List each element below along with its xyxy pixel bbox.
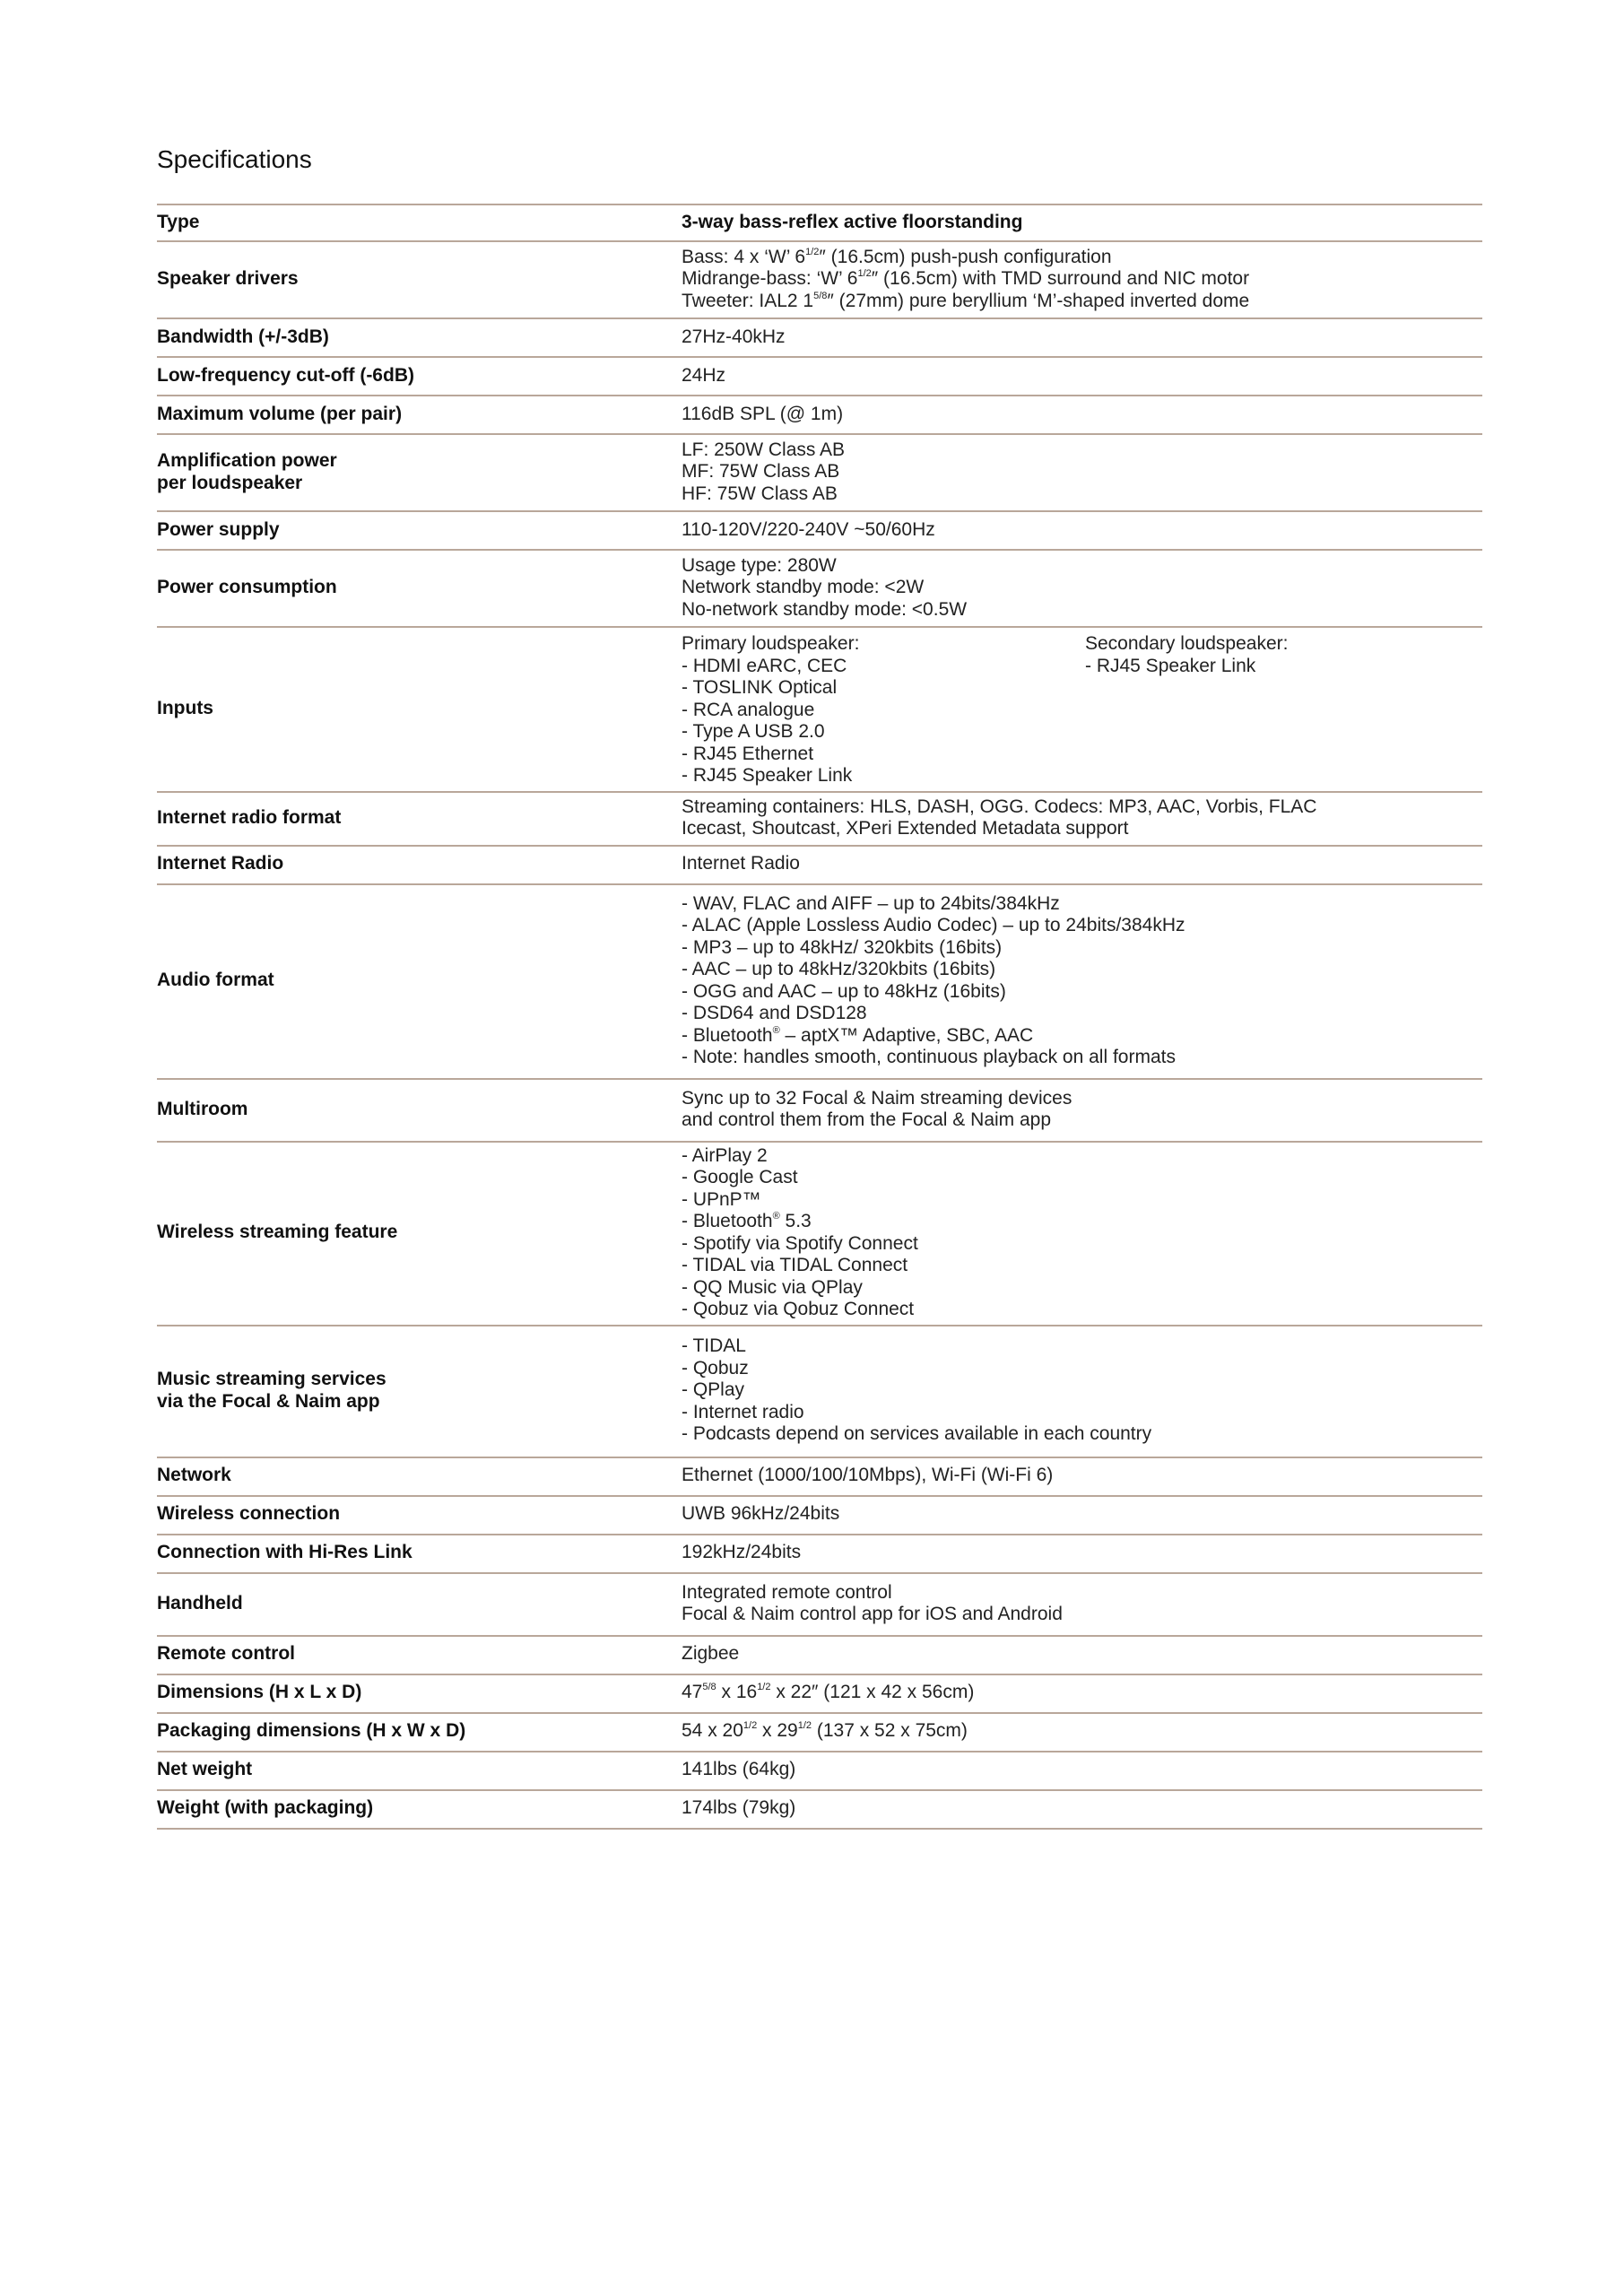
spec-label-line: Weight (with packaging) [157, 1797, 374, 1819]
spec-value [682, 1079, 1482, 1142]
spec-value-line: UWB 96kHz/24bits [682, 1503, 840, 1525]
spec-value-line: 54 x $20^{1/2}$ x $29^{1/2}$ (137 x 52 x 75cm) [682, 1720, 968, 1742]
spec-label-line: Internet radio format [157, 806, 342, 828]
spec-label-line: Amplification power [157, 450, 337, 471]
spec-value-line: 141lbs (64kg) [682, 1759, 796, 1780]
spec-row [157, 792, 1482, 846]
spec-value [682, 1713, 1482, 1752]
spec-value [682, 511, 1482, 550]
spec-value-line: Sync up to 32 Focal & Naim streaming devices [682, 1087, 1073, 1109]
spec-value [682, 318, 1482, 357]
spec-row [157, 1713, 1482, 1752]
spec-value [682, 1326, 1482, 1457]
spec-value [682, 846, 1482, 884]
spec-label [157, 627, 682, 792]
spec-value-line: - Internet radio [682, 1401, 804, 1422]
spec-label [157, 396, 682, 434]
spec-label-line: Network [157, 1465, 231, 1486]
spec-value [682, 357, 1482, 396]
spec-value-line: 116dB SPL (@ 1m) [682, 403, 844, 424]
spec-label [157, 1573, 682, 1636]
spec-label [157, 1752, 682, 1790]
spec-label-line: Multiroom [157, 1098, 248, 1119]
spec-label-line: via the Focal & Naim app [157, 1390, 380, 1412]
spec-value-line: - UPnP™ [682, 1188, 761, 1210]
spec-value-line: - WAV, FLAC and AIFF – up to 24bits/384kHz [682, 892, 1060, 914]
spec-row [157, 1573, 1482, 1636]
spec-label [157, 1713, 682, 1752]
spec-value-line: Network standby mode: <2W [682, 577, 925, 598]
spec-value-line: - Type A USB 2.0 [682, 721, 825, 742]
spec-row [157, 1079, 1482, 1142]
spec-value [682, 204, 1482, 241]
spec-row [157, 1752, 1482, 1790]
spec-value-line: - RJ45 Ethernet [682, 743, 814, 764]
spec-value-line: - OGG and AAC – up to 48kHz (16bits) [682, 980, 1006, 1002]
spec-value-line: - Qobuz via Qobuz Connect [682, 1299, 915, 1319]
spec-value [682, 1674, 1482, 1713]
spec-label-line: Net weight [157, 1759, 253, 1780]
spec-label [157, 357, 682, 396]
spec-row [157, 884, 1482, 1079]
spec-value-line: Icecast, Shoutcast, XPeri Extended Metadata support [682, 818, 1129, 839]
spec-row [157, 1790, 1482, 1829]
spec-label-line: Handheld [157, 1592, 243, 1613]
spec-value-line: - AAC – up to 48kHz/320kbits (16bits) [682, 959, 996, 979]
spec-label-line: Power supply [157, 518, 280, 540]
spec-value-line: - TIDAL via TIDAL Connect [682, 1255, 908, 1275]
spec-label-line: Speaker drivers [157, 268, 299, 290]
spec-value [682, 241, 1482, 318]
spec-value-line: - MP3 – up to 48kHz/ 320kbits (16bits) [682, 936, 1003, 958]
spec-row [157, 396, 1482, 434]
spec-label [157, 550, 682, 627]
spec-value-line: - Note: handles smooth, continuous playback on all formats [682, 1047, 1176, 1067]
spec-label-line: Power consumption [157, 577, 337, 598]
spec-value-line: - RJ45 Speaker Link [682, 765, 853, 786]
spec-value-line: 174lbs (79kg) [682, 1797, 796, 1819]
spec-label-line: Bandwidth (+/-3dB) [157, 326, 329, 347]
spec-value-line: - Bluetooth® 5.3 [682, 1211, 812, 1231]
spec-value [682, 1496, 1482, 1535]
spec-value-line: LF: 250W Class AB [682, 439, 846, 460]
spec-label [157, 1790, 682, 1829]
spec-label [157, 318, 682, 357]
spec-value-line: HF: 75W Class AB [682, 483, 838, 504]
spec-value-line: - QPlay [682, 1379, 745, 1401]
spec-value-line: Tweeter: IAL2 $1^{5/8}''$ (27mm) pure beryllium ‘M’-shaped inverted dome [682, 290, 1250, 311]
specifications-table [157, 204, 1482, 1830]
spec-row [157, 1674, 1482, 1713]
spec-value [682, 792, 1482, 846]
spec-label-line: Type [157, 211, 200, 232]
spec-value [682, 434, 1482, 511]
spec-value [682, 627, 1482, 792]
spec-value [682, 1636, 1482, 1674]
spec-value-line: - DSD64 and DSD128 [682, 1003, 867, 1023]
spec-label-line: Audio format [157, 970, 274, 991]
spec-value [682, 1573, 1482, 1636]
spec-value-line: Internet Radio [682, 853, 800, 874]
spec-value [682, 1142, 1482, 1326]
spec-label [157, 1326, 682, 1457]
spec-label-line: Maximum volume (per pair) [157, 403, 403, 424]
spec-label [157, 204, 682, 241]
spec-value-line: and control them from the Focal & Naim app [682, 1109, 1052, 1130]
secondary-loudspeaker-inputs [1085, 633, 1480, 787]
spec-label [157, 1496, 682, 1535]
spec-label-line: Packaging dimensions (H x W x D) [157, 1720, 466, 1742]
spec-row [157, 1142, 1482, 1326]
spec-row [157, 550, 1482, 627]
spec-row [157, 1535, 1482, 1573]
spec-value-line: Bass: 4 x ‘W’ $6^{1/2}''$ (16.5cm) push-push configuration [682, 246, 1112, 267]
page-title: Specifications [157, 145, 312, 173]
spec-label-line: Low-frequency cut-off (-6dB) [157, 364, 414, 386]
spec-value [682, 1752, 1482, 1790]
spec-label-line: Dimensions (H x L x D) [157, 1682, 362, 1703]
spec-value-line: - Podcasts depend on services available in each country [682, 1423, 1152, 1445]
spec-value-line: Focal & Naim control app for iOS and Android [682, 1604, 1063, 1624]
spec-value-line: - Bluetooth® – aptX™ Adaptive, SBC, AAC [682, 1024, 1034, 1046]
spec-value [682, 884, 1482, 1079]
spec-label-line: Inputs [157, 698, 213, 718]
spec-value-line: - HDMI eARC, CEC [682, 655, 847, 676]
spec-label [157, 846, 682, 884]
spec-row [157, 627, 1482, 792]
spec-row [157, 204, 1482, 241]
spec-value-line: Ethernet (1000/100/10Mbps), Wi-Fi (Wi-Fi 6) [682, 1465, 1054, 1486]
spec-label-line: Wireless connection [157, 1503, 341, 1525]
spec-label-line: Wireless streaming feature [157, 1222, 398, 1243]
spec-value-line: 192kHz/24bits [682, 1542, 802, 1563]
spec-value-line: - Google Cast [682, 1167, 798, 1187]
spec-label-line: Remote control [157, 1643, 296, 1665]
spec-value-line: - RJ45 Speaker Link [1085, 655, 1256, 676]
spec-row [157, 241, 1482, 318]
primary-loudspeaker-inputs [682, 633, 1085, 787]
spec-value-line: - Qobuz [682, 1357, 749, 1378]
spec-value-line: $47^{5/8}$ x $16^{1/2}$ x 22″ (121 x 42 x 56cm) [682, 1682, 975, 1703]
spec-value-line: 24Hz [682, 364, 726, 386]
spec-label [157, 1674, 682, 1713]
spec-row [157, 318, 1482, 357]
spec-row [157, 511, 1482, 550]
spec-label-line: per loudspeaker [157, 472, 303, 493]
spec-value [682, 1457, 1482, 1496]
spec-label [157, 1079, 682, 1142]
spec-value-line: Secondary loudspeaker: [1085, 633, 1289, 654]
spec-row [157, 434, 1482, 511]
spec-value-line: 110-120V/220-240V ~50/60Hz [682, 518, 935, 540]
spec-label [157, 792, 682, 846]
spec-value-line: MF: 75W Class AB [682, 461, 840, 483]
spec-label [157, 1142, 682, 1326]
spec-row [157, 357, 1482, 396]
spec-label [157, 884, 682, 1079]
spec-value-line: - QQ Music via QPlay [682, 1276, 863, 1298]
spec-value-line: - ALAC (Apple Lossless Audio Codec) – up to 24bits/384kHz [682, 915, 1185, 935]
spec-label-line: Music streaming services [157, 1369, 386, 1389]
spec-row [157, 1496, 1482, 1535]
spec-value-line: - AirPlay 2 [682, 1144, 768, 1166]
spec-value-line: 27Hz-40kHz [682, 326, 786, 347]
spec-label [157, 241, 682, 318]
spec-value-line: - TIDAL [682, 1335, 746, 1357]
spec-label-line: Connection with Hi-Res Link [157, 1542, 413, 1563]
spec-value-line: - TOSLINK Optical [682, 677, 838, 698]
spec-value-line: No-network standby mode: <0.5W [682, 598, 968, 620]
spec-value-line: Usage type: 280W [682, 554, 837, 576]
spec-value-line: - RCA analogue [682, 699, 815, 720]
specifications-table-body [157, 204, 1482, 1829]
spec-row [157, 1326, 1482, 1457]
spec-row [157, 846, 1482, 884]
spec-row [157, 1636, 1482, 1674]
spec-value [682, 1535, 1482, 1573]
spec-value [682, 550, 1482, 627]
spec-value-line: Primary loudspeaker: [682, 633, 860, 654]
spec-value [682, 396, 1482, 434]
spec-row [157, 1457, 1482, 1496]
spec-label-line: Internet Radio [157, 853, 284, 874]
spec-label [157, 1636, 682, 1674]
spec-value-line: Integrated remote control [682, 1581, 892, 1603]
spec-label [157, 511, 682, 550]
spec-value-line: Streaming containers: HLS, DASH, OGG. Codecs: MP3, AAC, Vorbis, FLAC [682, 796, 1317, 817]
spec-label [157, 1457, 682, 1496]
spec-value-line: 3-way bass-reflex active floorstanding [682, 211, 1023, 232]
spec-value-line: Zigbee [682, 1643, 740, 1665]
spec-value-line: Midrange-bass: ‘W’ $6^{1/2}''$ (16.5cm) with TMD surround and NIC motor [682, 268, 1250, 290]
spec-label [157, 1535, 682, 1573]
spec-value [682, 1790, 1482, 1829]
spec-value-line: - Spotify via Spotify Connect [682, 1232, 918, 1254]
spec-label [157, 434, 682, 511]
